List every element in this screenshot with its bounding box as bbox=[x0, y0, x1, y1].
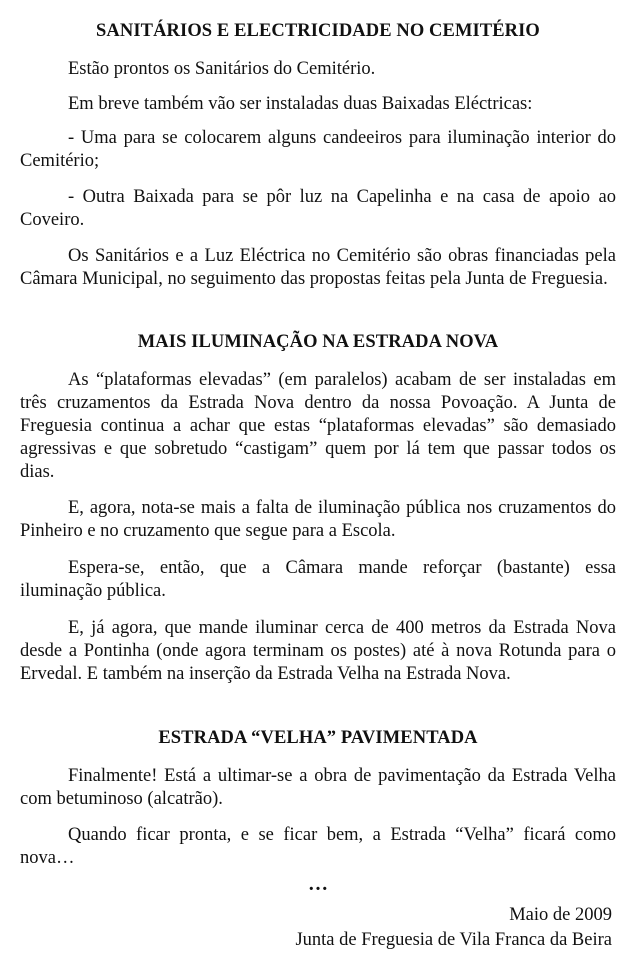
paragraph: Estão prontos os Sanitários do Cemitério. bbox=[68, 59, 376, 79]
document-page bbox=[20, 0, 616, 974]
paragraph: - Outra Baixada para se pôr luz na Capelinha e na casa de apoio ao Coveiro. bbox=[20, 187, 616, 230]
section-heading-sanitarios: SANITÁRIOS E ELECTRICIDADE NO CEMITÉRIO bbox=[96, 21, 540, 41]
paragraph: - Uma para se colocarem alguns candeeiros para iluminação interior do Cemitério; bbox=[20, 128, 616, 171]
paragraph: E, agora, nota-se mais a falta de iluminação pública nos cruzamentos do Pinheiro e no cruzamento que segue para a Escola. bbox=[20, 498, 616, 541]
paragraph: As “plataformas elevadas” (em paralelos) acabam de ser instaladas em três cruzamentos da Estrada Nova dentro da nossa Povoação. A Junta de Freguesia continua a achar que estas “plataformas elevadas” são demasiado agressivas e que sobretudo “castigam” quem por lá tem que passar todos os dias. bbox=[20, 370, 616, 482]
section-heading-estrada-velha: ESTRADA “VELHA” PAVIMENTADA bbox=[158, 728, 478, 748]
separator-dots: … bbox=[308, 873, 328, 895]
section-heading-iluminacao: MAIS ILUMINAÇÃO NA ESTRADA NOVA bbox=[137, 332, 499, 352]
paragraph: Em breve também vão ser instaladas duas Baixadas Eléctricas: bbox=[68, 94, 533, 114]
paragraph: Quando ficar pronta, e se ficar bem, a Estrada “Velha” ficará como nova… bbox=[20, 825, 616, 868]
paragraph: Os Sanitários e a Luz Eléctrica no Cemitério são obras financiadas pela Câmara Municipal, no seguimento das propostas feitas pela Junta de Freguesia. bbox=[20, 246, 616, 289]
signature-date: Maio de 2009 bbox=[509, 905, 612, 925]
paragraph: E, já agora, que mande iluminar cerca de 400 metros da Estrada Nova desde a Pontinha (onde agora terminam os postes) até à nova Rotunda para o Ervedal. E também na inserção da Estrada Velha na Estrada Nova. bbox=[20, 618, 616, 684]
paragraph: Espera-se, então, que a Câmara mande reforçar (bastante) essa iluminação pública. bbox=[20, 558, 616, 601]
signature-author: Junta de Freguesia de Vila Franca da Beira bbox=[295, 930, 612, 950]
paragraph: Finalmente! Está a ultimar-se a obra de pavimentação da Estrada Velha com betuminoso (alcatrão). bbox=[20, 766, 616, 809]
